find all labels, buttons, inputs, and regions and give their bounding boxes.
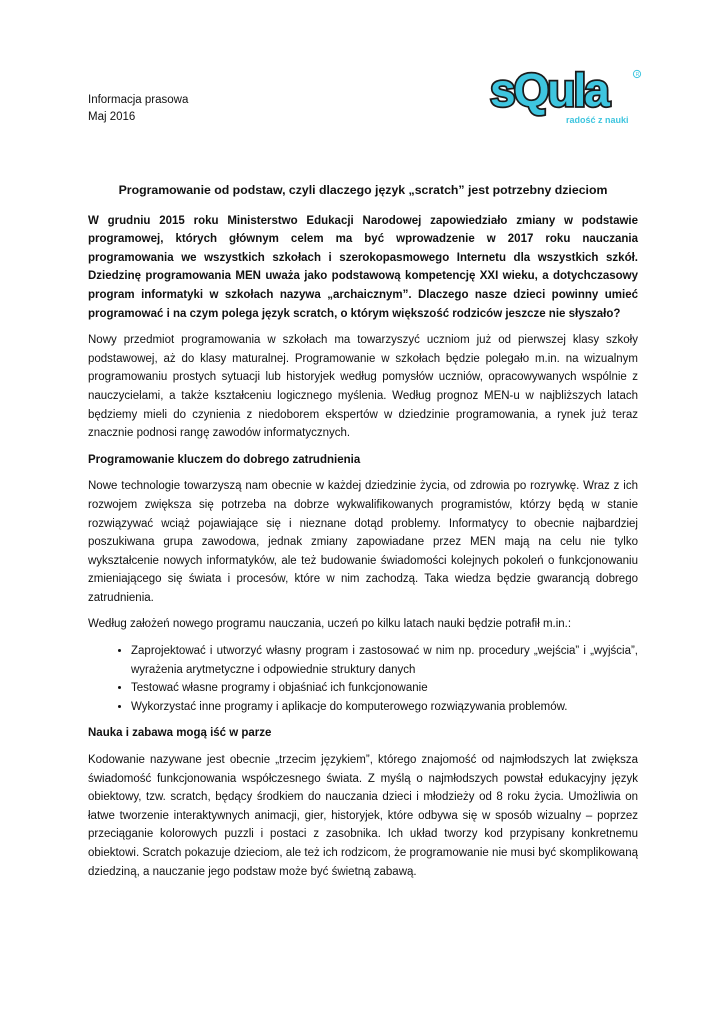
squla-logo-graphic — [488, 62, 648, 132]
article — [88, 181, 638, 889]
section-heading: Programowanie kluczem do dobrego zatrudnienia — [88, 453, 361, 466]
press-release-label: Informacja prasowa — [88, 94, 189, 106]
logo-wordmark: sQula — [490, 64, 608, 116]
skills-list — [88, 642, 638, 716]
logo-tagline: radość z nauki — [566, 115, 629, 125]
article-lead: W grudniu 2015 roku Ministerstwo Edukacji Narodowej zapowiedziało zmiany w podstawie programowej, których głównym celem ma być wprowadzenie w 2017 roku nauczania programowania we wszystkich szkołach i szerokopasmowego Internetu dla wszystkich szkół. Dziedzinę programowania MEN uważa jako podstawową kompetencję XXI wieku, a dotychczasowy program informatyki w szkołach nazywa „archaicznym”. Dlaczego nasze dzieci powinny umieć programować i na czym polega język scratch, o którym większość rodziców jeszcze nie słyszało? — [88, 214, 638, 320]
list-item: • Wykorzystać inne programy i aplikacje do komputerowego rozwiązywania problemów. — [131, 698, 638, 717]
svg-text:R: R — [635, 72, 640, 79]
paragraph: Nowe technologie towarzyszą nam obecnie w każdej dziedzinie życia, od zdrowia po rozrywkę. Wraz z ich rozwojem zwiększa się potrzeba na dobrze wykwalifikowanych programistów, którzy będą w stanie rozwiązywać wciąż pojawiające się i nieznane dotąd problemy. Informatycy to obecnie najbardziej poszukiwana grupa zawodowa, jednak zmiany zapowiadane przez MEN mają na celu nie tylko wykształcenie nowych informatyków, ale też budowanie świadomości kolejnych pokoleń o funkcjonowaniu zmieniającego się świata i procesów, które w nim zachodzą. Taka wiedza będzie gwarancją dobrego zatrudnienia. — [88, 480, 638, 604]
paragraph: Nowy przedmiot programowania w szkołach ma towarzyszyć uczniom już od pierwszej klasy szkoły podstawowej, aż do klasy maturalnej. Programowanie w szkołach będzie polegało m.in. na wizualnym programowaniu prostych sytuacji lub historyjek według pomysłów uczniów, opracowywanych wspólnie z nauczycielami, a także kształceniu logicznego myślenia. Według prognoz MEN-u w najbliższych latach będziemy mieli do czynienia z niedoborem ekspertów w dziedzinie programowania, a rynek już teraz znacznie podnosi rangę zawodów informatycznych. — [88, 334, 638, 440]
press-header — [88, 92, 188, 126]
article-title: Programowanie od podstaw, czyli dlaczego język „scratch” jest potrzebny dzieciom — [118, 183, 608, 197]
list-item: • Testować własne programy i objaśniać ich funkcjonowanie — [131, 679, 638, 698]
section-heading: Nauka i zabawa mogą iść w parze — [88, 727, 272, 740]
press-release-date: Maj 2016 — [88, 111, 136, 123]
squla-logo — [488, 62, 648, 132]
paragraph: Według założeń nowego programu nauczania, uczeń po kilku latach nauki będzie potrafił m.in.: — [88, 618, 572, 631]
paragraph: Kodowanie nazywane jest obecnie „trzecim językiem”, którego znajomość od najmłodszych lat zwiększa świadomość funkcjonowania współczesnego świata. Z myślą o najmłodszych powstał edukacyjny język obiektowy, tzw. scratch, będący środkiem do nauczania dzieci i młodzieży od 8 roku życia. Umożliwia on łatwe tworzenie interaktywnych animacji, gier, historyjek, które odbywa się w sposób wizualny – poprzez przeciąganie kolorowych puzzli i postaci z zasobnika. Ich układ tworzy kod przypisany konkretnemu obiektowi. Scratch pokazuje dzieciom, ale też ich rodzicom, że programowanie nie musi być skomplikowaną dziedziną, a nauczanie jego podstaw może być świetną zabawą. — [88, 754, 638, 878]
list-item: • Zaprojektować i utworzyć własny program i zastosować w nim np. procedury „wejścia” i „wyjścia”, wyrażenia arytmetyczne i odpowiednie struktury danych — [131, 642, 638, 679]
